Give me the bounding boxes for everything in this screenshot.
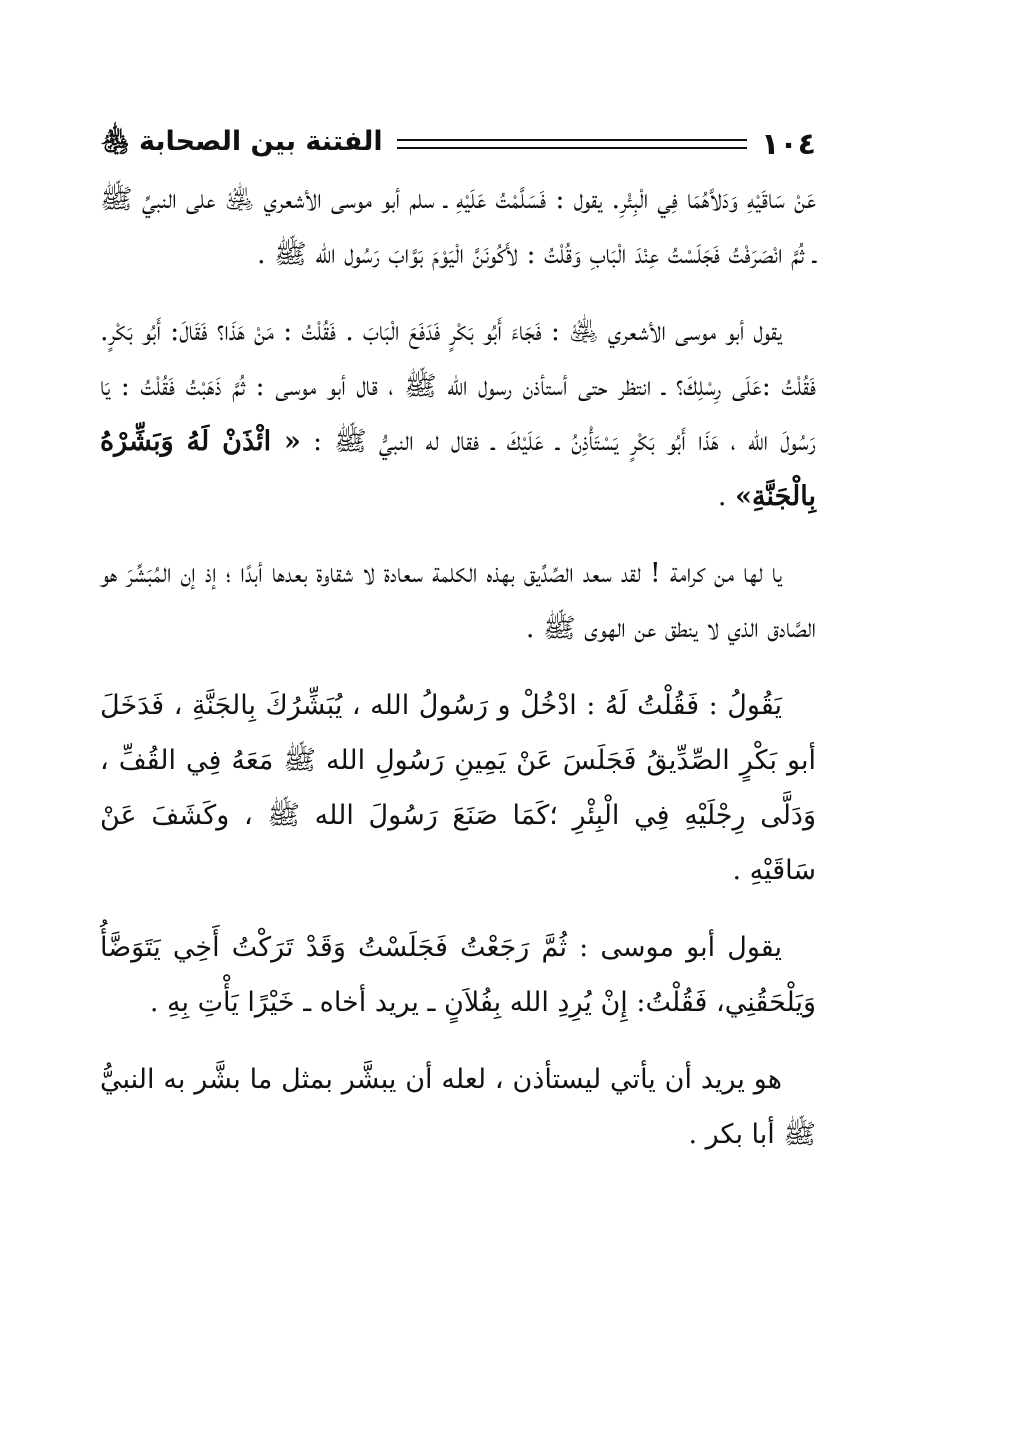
- header-double-rule: [397, 139, 747, 149]
- paragraph-2: [100, 304, 816, 524]
- page-header: [100, 118, 816, 170]
- paragraph-1-text: عَنْ سَاقَيْهِ وَدَلاَّهُمَا فِي الْبِئْرِ. يقول : فَسَلَّمْتُ عَلَيْهِ ـ سلم أبو موسى الأشعري ﵁ على النبيِّ ﷺ ـ ثُمَّ انْصَرَفْتُ فَجَلَسْتُ عِنْدَ الْبَابِ وَقُلْتُ : لأَكُونَنَّ الْيَوْمَ بَوَّابَ رَسُول الله ﷺ .: [100, 184, 816, 270]
- paragraph-2-text: يقول أبو موسى الأشعري ﵁ : فَجَاءَ أَبُو بَكْرٍ فَدَفَعَ الْبَابَ . فَقُلْتُ : مَنْ هَذَا؟ فَقَالَ: أَبُو بَكْرٍ. فَقُلْتُ :عَلَى رِسْلِكَ؟ ـ انتظر حتى أستأذن رسول الله ﷺ ، قال أبو موسى : ثُمَّ ذَهَبْتُ فَقُلْتُ : يَا رَسُولَ الله ، هَذَا أَبُو بَكْرٍ يَسْتَأْذِنُ ـ عَلَيْكَ ـ فقال له النبيُّ ﷺ :: [100, 316, 816, 457]
- hadith-quote: « ائْذَنْ لَهُ وَبَشِّرْهُ بِالْجَنَّةِ»: [100, 426, 816, 512]
- paragraph-3-text: يا لها من كرامة ! لقد سعد الصِّدِّيق بهذه الكلمة سعادة لا شقاوة بعدها أبدًا ؛ إذ إن المُبَشِّرَ هو الصَّادق الذي لا ينطق عن الهوى ﷺ .: [100, 558, 816, 644]
- book-page: [100, 118, 816, 1184]
- paragraph-3: [100, 546, 816, 656]
- paragraph-5: [100, 920, 816, 1030]
- paragraph-1: [100, 172, 816, 282]
- paragraph-4-text: يَقُولُ : فَقُلْتُ لَهُ : ادْخُلْ و رَسُولُ الله ، يُبَشِّرُكَ بِالجَنَّةِ ، فَدَخَلَ أبو بَكْرٍ الصِّدِّيقُ فَجَلَسَ عَنْ يَمِينِ رَسُولِ الله ﷺ مَعَهُ فِي القُفِّ ، وَدَلَّى رِجْلَيْهِ فِي الْبِئْرِ ؛كَمَا صَنَعَ رَسُولَ الله ﷺ ، وكَشَفَ عَنْ سَاقَيْهِ .: [100, 690, 816, 886]
- paragraph-5-text: يقول أبو موسى : ثُمَّ رَجَعْتُ فَجَلَسْتُ وَقَدْ تَرَكْتُ أَخِي يَتَوَضَّأُ وَيَلْحَقُنِي، فَقُلْتُ: إِنْ يُرِدِ الله بِفُلاَنٍ ـ يريد أخاه ـ خَيْرًا يَأْتِ بِهِ .: [100, 932, 816, 1018]
- paragraph-6: [100, 1052, 816, 1162]
- running-title: الفتنة بين الصحابة ﵃: [100, 126, 383, 157]
- paragraph-6-text: هو يريد أن يأتي ليستأذن ، لعله أن يبشَّر بمثل ما بشَّر به النبيُّ ﷺ أبا بكر .: [100, 1064, 816, 1150]
- paragraph-4: [100, 678, 816, 898]
- paragraph-2-tail: .: [717, 481, 736, 512]
- page-number: ١٠٤: [761, 126, 816, 162]
